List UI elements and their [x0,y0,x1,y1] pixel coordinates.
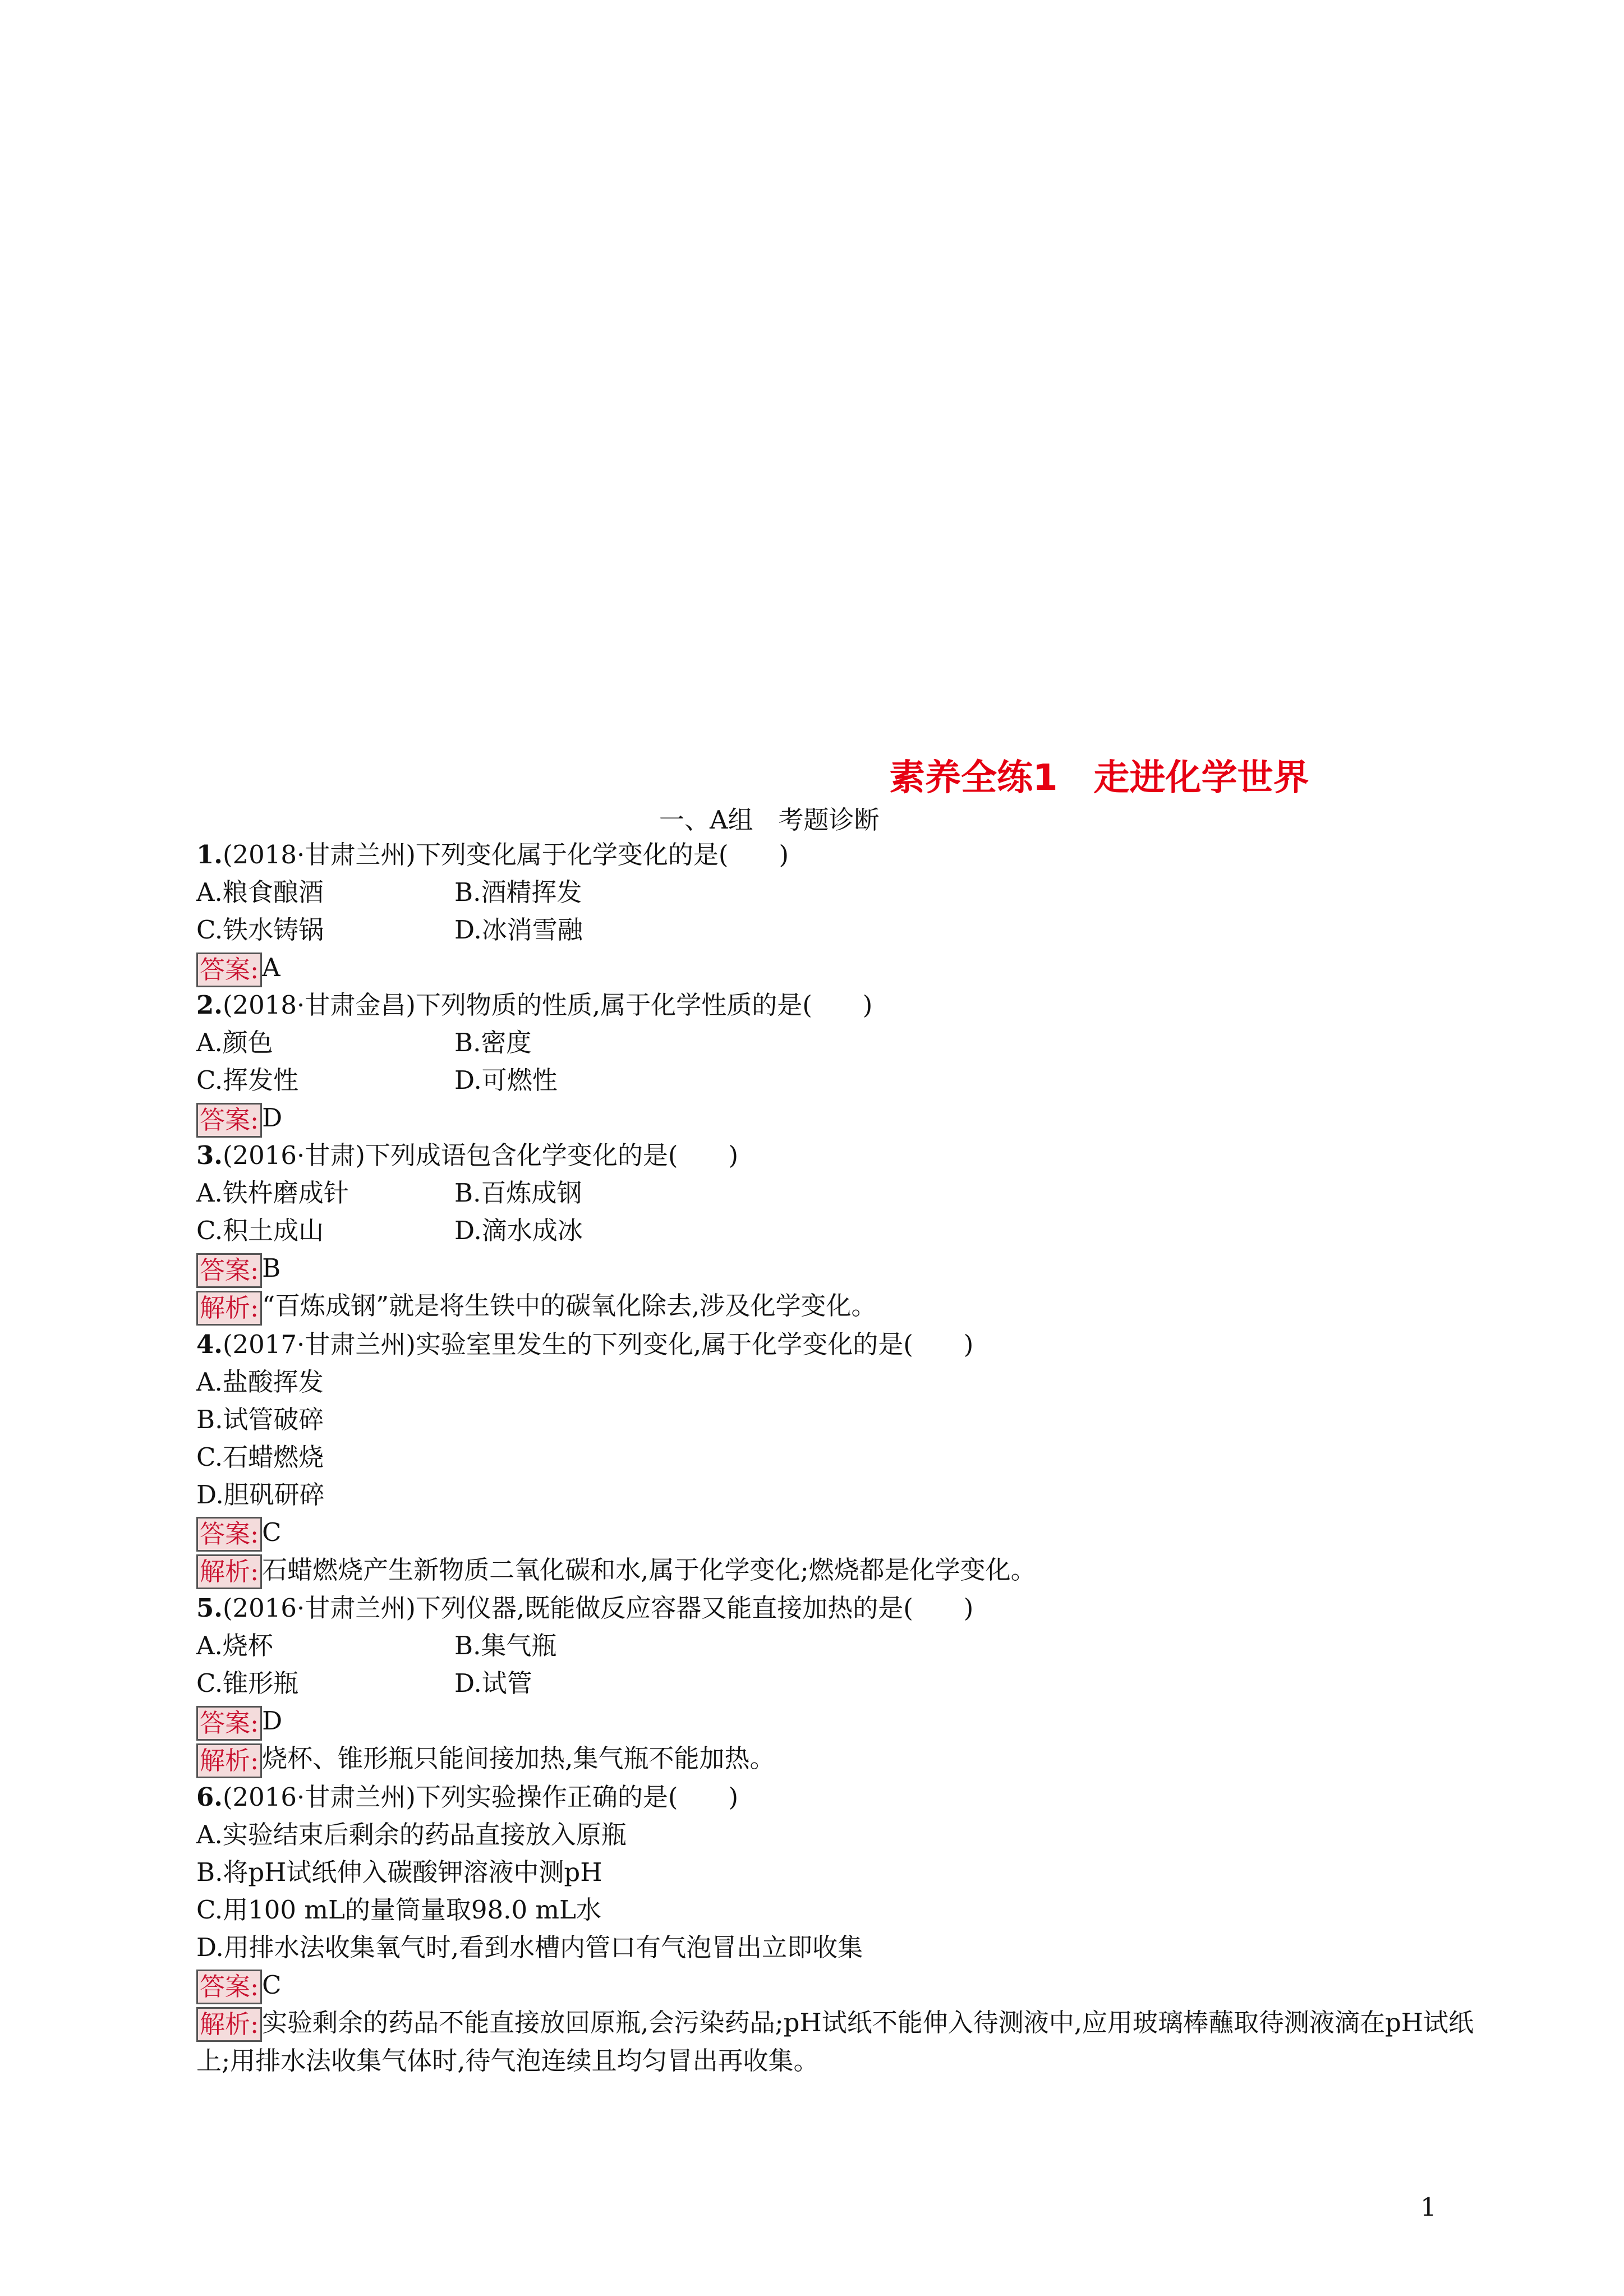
answer-label: 答案: [196,1253,262,1288]
analysis-text: 石蜡燃烧产生新物质二氧化碳和水,属于化学变化;燃烧都是化学变化。 [262,1554,1036,1585]
answer-value: C [262,1517,282,1547]
answer-option: D.胆矾研碎 [196,1479,325,1510]
answer-option: D.试管 [454,1668,532,1698]
answer-value: A [262,953,280,982]
option-row [196,1627,1487,1664]
option-row [196,1174,1487,1212]
answer-value: D [262,1103,283,1133]
question-text: (2016·甘肃兰州)下列实验操作正确的是( ) [222,1782,739,1812]
option-row [196,1476,1487,1513]
question-list [196,836,1487,2079]
question-block [196,1326,1487,1590]
answer-option: B.试管破碎 [196,1404,324,1434]
answer-option: D.滴水成冰 [454,1216,583,1245]
answer-value: C [262,1970,282,2000]
question-block [196,1778,1487,2080]
answer-line [196,1099,1487,1137]
answer-option: D.冰消雪融 [454,915,583,945]
answer-label: 答案: [196,1103,262,1138]
analysis-label: 解析: [196,1554,262,1589]
option-row [196,1212,1487,1249]
answer-option: D.可燃性 [454,1065,558,1095]
answer-line [196,1966,1487,2004]
analysis-line [196,1287,1487,1326]
question-block [196,1589,1487,1778]
question-text: (2018·甘肃兰州)下列变化属于化学变化的是( ) [222,840,789,869]
question-stem [196,1326,1487,1363]
answer-option: C.铁水铸锅 [196,915,324,945]
answer-option: C.石蜡燃烧 [196,1442,324,1472]
question-text: (2016·甘肃兰州)下列仪器,既能做反应容器又能直接加热的是( ) [222,1593,974,1623]
question-number: 6. [196,1782,223,1812]
answer-option: C.用100 mL的量筒量取98.0 mL水 [196,1894,601,1925]
answer-option: A.颜色 [196,1028,273,1057]
answer-option: D.用排水法收集氧气时,看到水槽内管口有气泡冒出立即收集 [196,1932,863,1962]
option-row [196,873,1487,911]
page-number: 1 [1420,2192,1437,2222]
question-stem [196,1137,1487,1174]
question-number: 2. [196,990,223,1020]
answer-option: C.锥形瓶 [196,1668,299,1698]
question-block [196,1137,1487,1326]
answer-line [196,1513,1487,1551]
answer-option: A.盐酸挥发 [196,1366,324,1397]
option-row [196,911,1487,949]
question-block [196,836,1487,986]
answer-option: B.百炼成钢 [454,1178,582,1208]
question-number: 3. [196,1140,223,1170]
option-row [196,1061,1487,1099]
answer-line [196,1702,1487,1740]
analysis-line [196,1551,1487,1590]
answer-line [196,1249,1487,1287]
answer-value: D [262,1706,283,1736]
question-text: (2018·甘肃金昌)下列物质的性质,属于化学性质的是( ) [222,990,873,1020]
analysis-text: 实验剩余的药品不能直接放回原瓶,会污染药品;pH试纸不能伸入待测液中,应用玻璃棒蘸取待测液滴在pH试纸上;用排水法收集气体时,待气泡连续且均匀冒出再收集。 [196,2007,1474,2076]
answer-option: B.酒精挥发 [454,877,582,907]
answer-label: 答案: [196,953,262,987]
answer-label: 答案: [196,1706,262,1741]
question-text: (2016·甘肃)下列成语包含化学变化的是( ) [222,1140,739,1170]
question-number: 1. [196,840,223,869]
question-stem [196,836,1487,873]
question-number: 4. [196,1329,223,1359]
answer-label: 答案: [196,1970,262,2004]
answer-option: B.将pH试纸伸入碳酸钾溶液中测pH [196,1857,602,1887]
option-row [196,1024,1487,1061]
option-row [196,1401,1487,1438]
analysis-label: 解析: [196,2007,262,2042]
analysis-text: “百炼成钢”就是将生铁中的碳氧化除去,涉及化学变化。 [262,1291,877,1320]
analysis-line [196,2004,1487,2080]
option-row [196,1363,1487,1401]
answer-option: A.实验结束后剩余的药品直接放入原瓶 [196,1819,627,1849]
option-row [196,1853,1487,1891]
answer-label: 答案: [196,1517,262,1552]
answer-option: C.积土成山 [196,1216,324,1245]
option-row [196,1891,1487,1929]
question-number: 5. [196,1593,223,1623]
analysis-label: 解析: [196,1291,262,1326]
answer-option: B.集气瓶 [454,1631,557,1660]
question-text: (2017·甘肃兰州)实验室里发生的下列变化,属于化学变化的是( ) [222,1329,974,1359]
question-stem [196,1778,1487,1816]
option-row [196,1816,1487,1853]
section-heading: 一、A组 考题诊断 [659,805,880,835]
question-block [196,986,1487,1137]
answer-option: B.密度 [454,1028,532,1057]
option-row [196,1664,1487,1702]
answer-option: A.烧杯 [196,1631,273,1660]
analysis-label: 解析: [196,1743,262,1778]
answer-line [196,949,1487,986]
page-title: 素养全练1 走进化学世界 [889,757,1309,799]
question-stem [196,986,1487,1024]
answer-option: C.挥发性 [196,1065,299,1095]
answer-option: A.铁杵磨成针 [196,1178,349,1208]
answer-option: A.粮食酿酒 [196,877,324,907]
option-row [196,1438,1487,1476]
analysis-text: 烧杯、锥形瓶只能间接加热,集气瓶不能加热。 [262,1743,775,1773]
answer-value: B [262,1253,281,1283]
question-stem [196,1589,1487,1627]
analysis-line [196,1740,1487,1778]
option-row [196,1929,1487,1966]
